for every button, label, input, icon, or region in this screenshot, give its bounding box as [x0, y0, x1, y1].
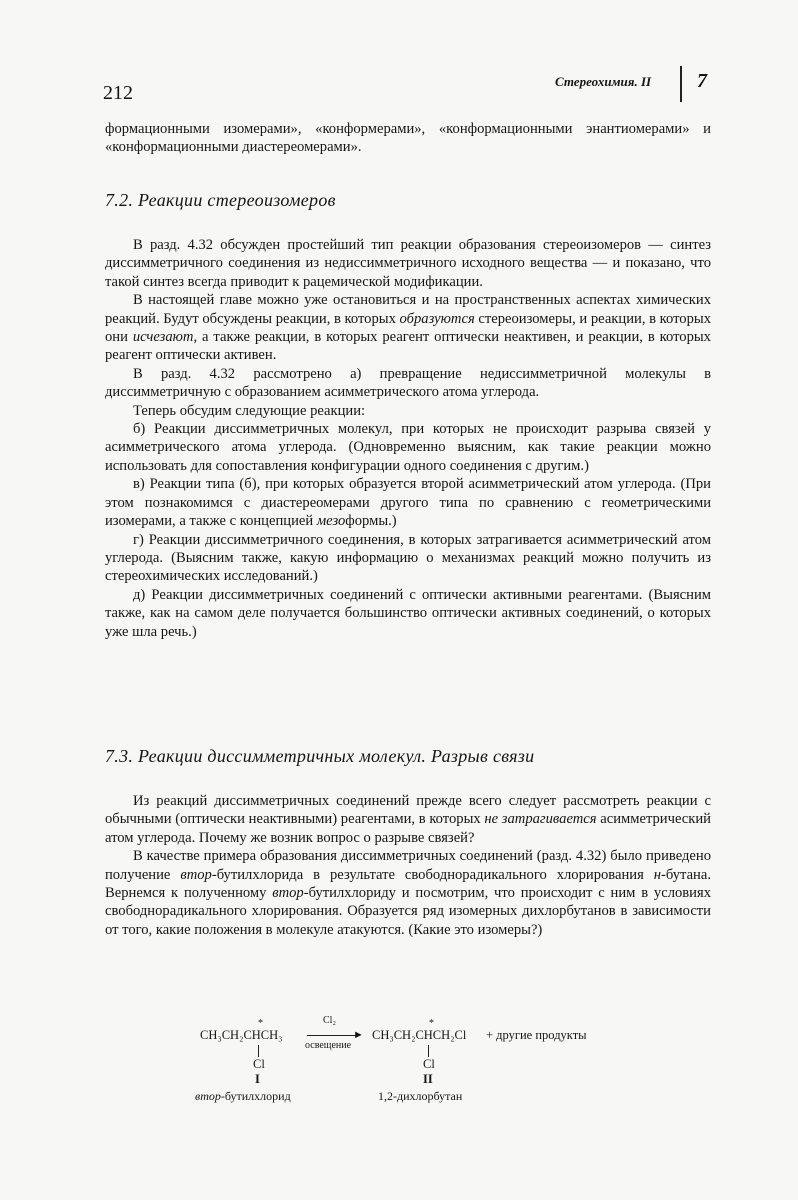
compound-label-II: II — [423, 1072, 433, 1086]
paragraph: Теперь обсудим следующие реакции: — [133, 402, 366, 419]
reagent-label: Cl₂ — [323, 1015, 336, 1026]
page-number: 212 — [103, 82, 133, 104]
product-formula: CH₃CH₂CHCH₂Cl — [372, 1028, 467, 1042]
section-title-7-2: 7.2. Реакции стереоизомеров — [105, 190, 336, 210]
list-item: в) Реакции типа (б), при которых образуется второй асимметрический атом углерода. (При этом познакомимся с диастереомерами другого типа по сравнению с геометрическими изомерами, а также с концепцией мезоформы.) — [105, 476, 711, 530]
reaction-scheme — [195, 1015, 630, 1103]
running-head: Стереохимия. II — [555, 74, 652, 89]
list-item: д) Реакции диссимметричных соединений с оптически активными реагентами. (Выясним также, как на самом деле получается большинство оптически активных соединений, о которых уже шла речь.) — [105, 586, 711, 640]
paragraph: В разд. 4.32 обсужден простейший тип реакции образования стереоизомеров — синтез диссимметричного соединения из недиссимметричного исходного вещества — и показано, что такой синтез всегда приводит к рацемической модификации. — [105, 237, 711, 290]
list-item: б) Реакции диссимметричных молекул, при которых не происходит разрыва связей у асимметрического атома углерода. (Одновременно выясним, как такие реакции можно использовать для сопоставления конфигурации одного соединения с другим.) — [105, 421, 711, 474]
stereocenter-star: * — [258, 1018, 263, 1029]
section-7-2-body — [105, 236, 711, 641]
compound-label-I: I — [255, 1072, 260, 1086]
chlorine-substituent: Cl — [253, 1057, 265, 1071]
compound-name-I: втор -бутилхлорид — [195, 1089, 291, 1103]
bond-line — [428, 1045, 429, 1057]
reaction-arrow — [307, 1035, 357, 1036]
paragraph: В настоящей главе можно уже остановиться и на пространственных аспектах химических реакций. Будут обсуждены реакции, в которых образуются стереоизомеры, и реакции, в которых они исчезают, а также реакции, в которых реагент оптически неактивен, и реакции, в которых реагент оптически активен. — [105, 292, 711, 364]
other-products: + другие продукты — [486, 1028, 587, 1042]
compound-name-II: 1,2-дихлорбутан — [378, 1089, 463, 1103]
paragraph: В разд. 4.32 рассмотрено а) превращение недиссимметричной молекулы в диссимметричную с образованием асимметрического атома углерода. — [105, 365, 711, 401]
chapter-mark: 7 — [697, 70, 707, 92]
paragraph: Из реакций диссимметричных соединений прежде всего следует рассмотреть реакции с обычными (оптически неактивными) реагентами, в которых не затрагивается асимметрический атом углерода. Почему же возник вопрос о разрыве связей? — [105, 793, 711, 846]
intro-block — [105, 120, 711, 157]
section-title-7-3: 7.3. Реакции диссимметричных молекул. Разрыв связи — [105, 746, 535, 766]
reactant-formula: CH₃CH₂CHCH₃ — [200, 1028, 283, 1042]
bond-line — [258, 1045, 259, 1057]
stereocenter-star: * — [429, 1018, 434, 1029]
paragraph: В качестве примера образования диссимметричных соединений (разд. 4.32) было приведено получение втор-бутилхлорида в результате свободнорадикального хлорирования н-бутана. Вернемся к полученному втор-бутилхлориду и посмотрим, что происходит с ним в условиях свободнорадикального хлорирования. Образуется ряд изомерных дихлорбутанов в зависимости от того, какие положения в молекуле атакуются. (Какие это изомеры?) — [105, 848, 711, 938]
condition-label: освещение — [305, 1040, 352, 1051]
arrow-head-icon: ► — [353, 1029, 364, 1041]
chlorine-substituent: Cl — [423, 1057, 435, 1071]
intro-paragraph: формационными изомерами», «конформерами», «конформационными энантиомерами» и «конформационными диастереомерами». — [105, 121, 711, 156]
list-item: г) Реакции диссимметричного соединения, в которых затрагивается асимметрический атом углерода. (Выясним также, какую информацию о механизмах реакций можно получить из стереохимических исследований.) — [105, 531, 711, 585]
header-rule — [680, 66, 682, 102]
section-7-3-body — [105, 792, 711, 939]
